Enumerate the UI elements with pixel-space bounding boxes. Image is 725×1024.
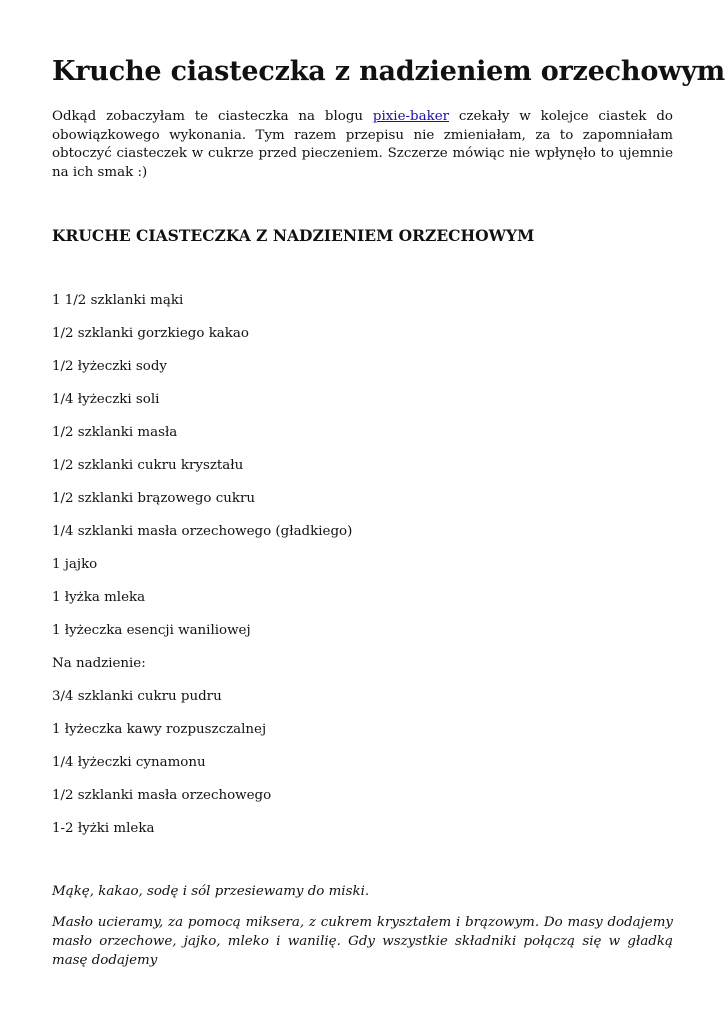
ingredients-list [52, 292, 352, 853]
ingredient-item: 1 1/2 szklanki mąki [52, 293, 184, 308]
ingredient-item: 1 łyżeczka esencji waniliowej [52, 623, 251, 638]
recipe-heading: KRUCHE CIASTECZKA Z NADZIENIEM ORZECHOWYM [52, 226, 535, 245]
method-step: Mąkę, kakao, sodę i sól przesiewamy do miski. [52, 884, 370, 899]
page-title: Kruche ciasteczka z nadzieniem orzechowym [52, 56, 725, 87]
ingredient-item: 1/2 szklanki gorzkiego kakao [52, 326, 249, 341]
ingredient-item: 1/4 łyżeczki cynamonu [52, 755, 206, 770]
ingredient-item: 1/2 szklanki brązowego cukru [52, 491, 256, 506]
ingredient-item: 1/4 łyżeczki soli [52, 392, 160, 407]
ingredient-item: 1/2 szklanki masła orzechowego [52, 788, 272, 803]
intro-text-before-link: Odkąd zobaczyłam te ciasteczka na blogu [52, 109, 373, 124]
ingredient-item: 3/4 szklanki cukru pudru [52, 689, 222, 704]
ingredient-item: 1 łyżka mleka [52, 590, 146, 605]
ingredient-item: 1-2 łyżki mleka [52, 821, 155, 836]
filling-subheading: Na nadzienie: [52, 656, 146, 671]
ingredient-item: 1 łyżeczka kawy rozpuszczalnej [52, 722, 267, 737]
intro-text-after-link: czekały w kolejce ciastek do obowiązkowego wykonania. Tym razem przepisu nie zmieniałam, za to zapomniałam obtoczyć ciasteczek w cukrze przed pieczeniem. Szczerze mówiąc nie wpłynęło to ujemnie na ich smak :) [52, 109, 673, 180]
ingredient-item: 1/2 łyżeczki sody [52, 359, 167, 374]
ingredient-item: 1/2 szklanki cukru kryształu [52, 458, 244, 473]
intro-paragraph [52, 108, 673, 182]
ingredient-item: 1/4 szklanki masła orzechowego (gładkiego) [52, 524, 353, 539]
pixie-baker-link[interactable]: pixie-baker [372, 109, 450, 124]
method-step: Masło ucieramy, za pomocą miksera, z cukrem kryształem i brązowym. Do masy dodajemy masło orzechowe, jajko, mleko i wanilię. Gdy wszystkie składniki połączą się w gładką masę dodajemy [52, 915, 673, 968]
ingredient-item: 1/2 szklanki masła [52, 425, 178, 440]
ingredient-item: 1 jajko [52, 557, 98, 572]
method-section [52, 882, 673, 982]
